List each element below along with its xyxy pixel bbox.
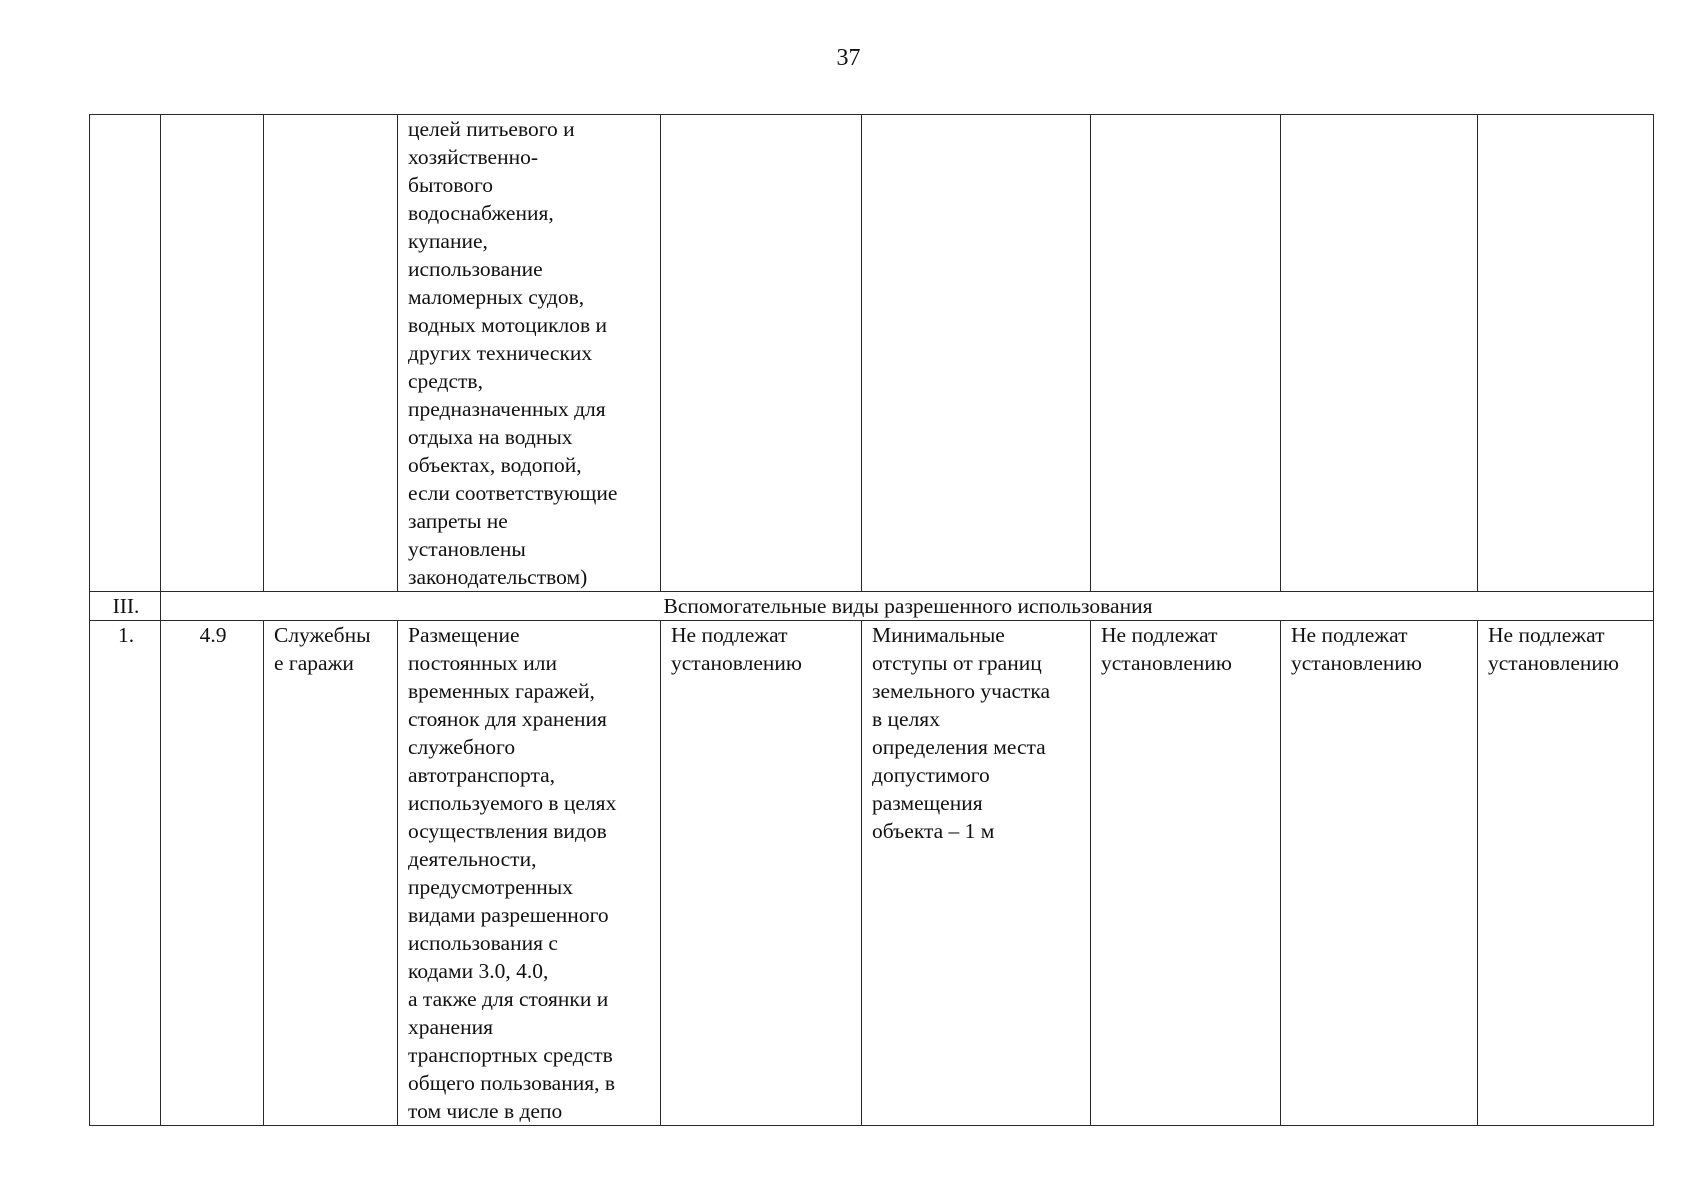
use-name: Служебны е гаражи	[264, 621, 398, 1126]
table-cell-empty	[264, 115, 398, 592]
use-code: 4.9	[161, 621, 264, 1126]
page-number: 37	[836, 45, 861, 71]
table-cell-empty	[1478, 115, 1654, 592]
table-cell-empty	[90, 115, 161, 592]
land-use-table	[89, 114, 1654, 1126]
table-cell-col7: Не подлежат установлению	[1091, 621, 1281, 1126]
table-cell-empty	[161, 115, 264, 592]
table-cell-empty	[661, 115, 862, 592]
table-row-section-header	[90, 592, 1654, 621]
use-description: Размещение постоянных или временных гаражей, стоянок для хранения служебного автотранспорта, используемого в целях осуществления видов деятельности, предусмотренных видами разрешенного использования с кодами 3.0, 4.0, а также для стоянки и хранения транспортных средств общего пользования, в том числе в депо	[398, 621, 661, 1126]
table-cell-setbacks: Минимальные отступы от границ земельного участка в целях определения места допустимого размещения объекта – 1 м	[862, 621, 1091, 1126]
table-row	[90, 621, 1654, 1126]
table-cell-empty	[1091, 115, 1281, 592]
table-cell-col5: Не подлежат установлению	[661, 621, 862, 1126]
table-cell-col9: Не подлежат установлению	[1478, 621, 1654, 1126]
row-number: 1.	[90, 621, 161, 1126]
table-row-continuation	[90, 115, 1654, 592]
section-number: III.	[90, 592, 161, 621]
table-cell-empty	[1281, 115, 1478, 592]
table-cell-empty	[862, 115, 1091, 592]
table-cell-col8: Не подлежат установлению	[1281, 621, 1478, 1126]
section-title: Вспомогательные виды разрешенного использования	[161, 592, 1654, 621]
table-cell-description: целей питьевого и хозяйственно- бытового водоснабжения, купание, использование маломерных судов, водных мотоциклов и других технических средств, предназначенных для отдыха на водных объектах, водопой, если соответствующие запреты не установлены законодательством)	[398, 115, 661, 592]
